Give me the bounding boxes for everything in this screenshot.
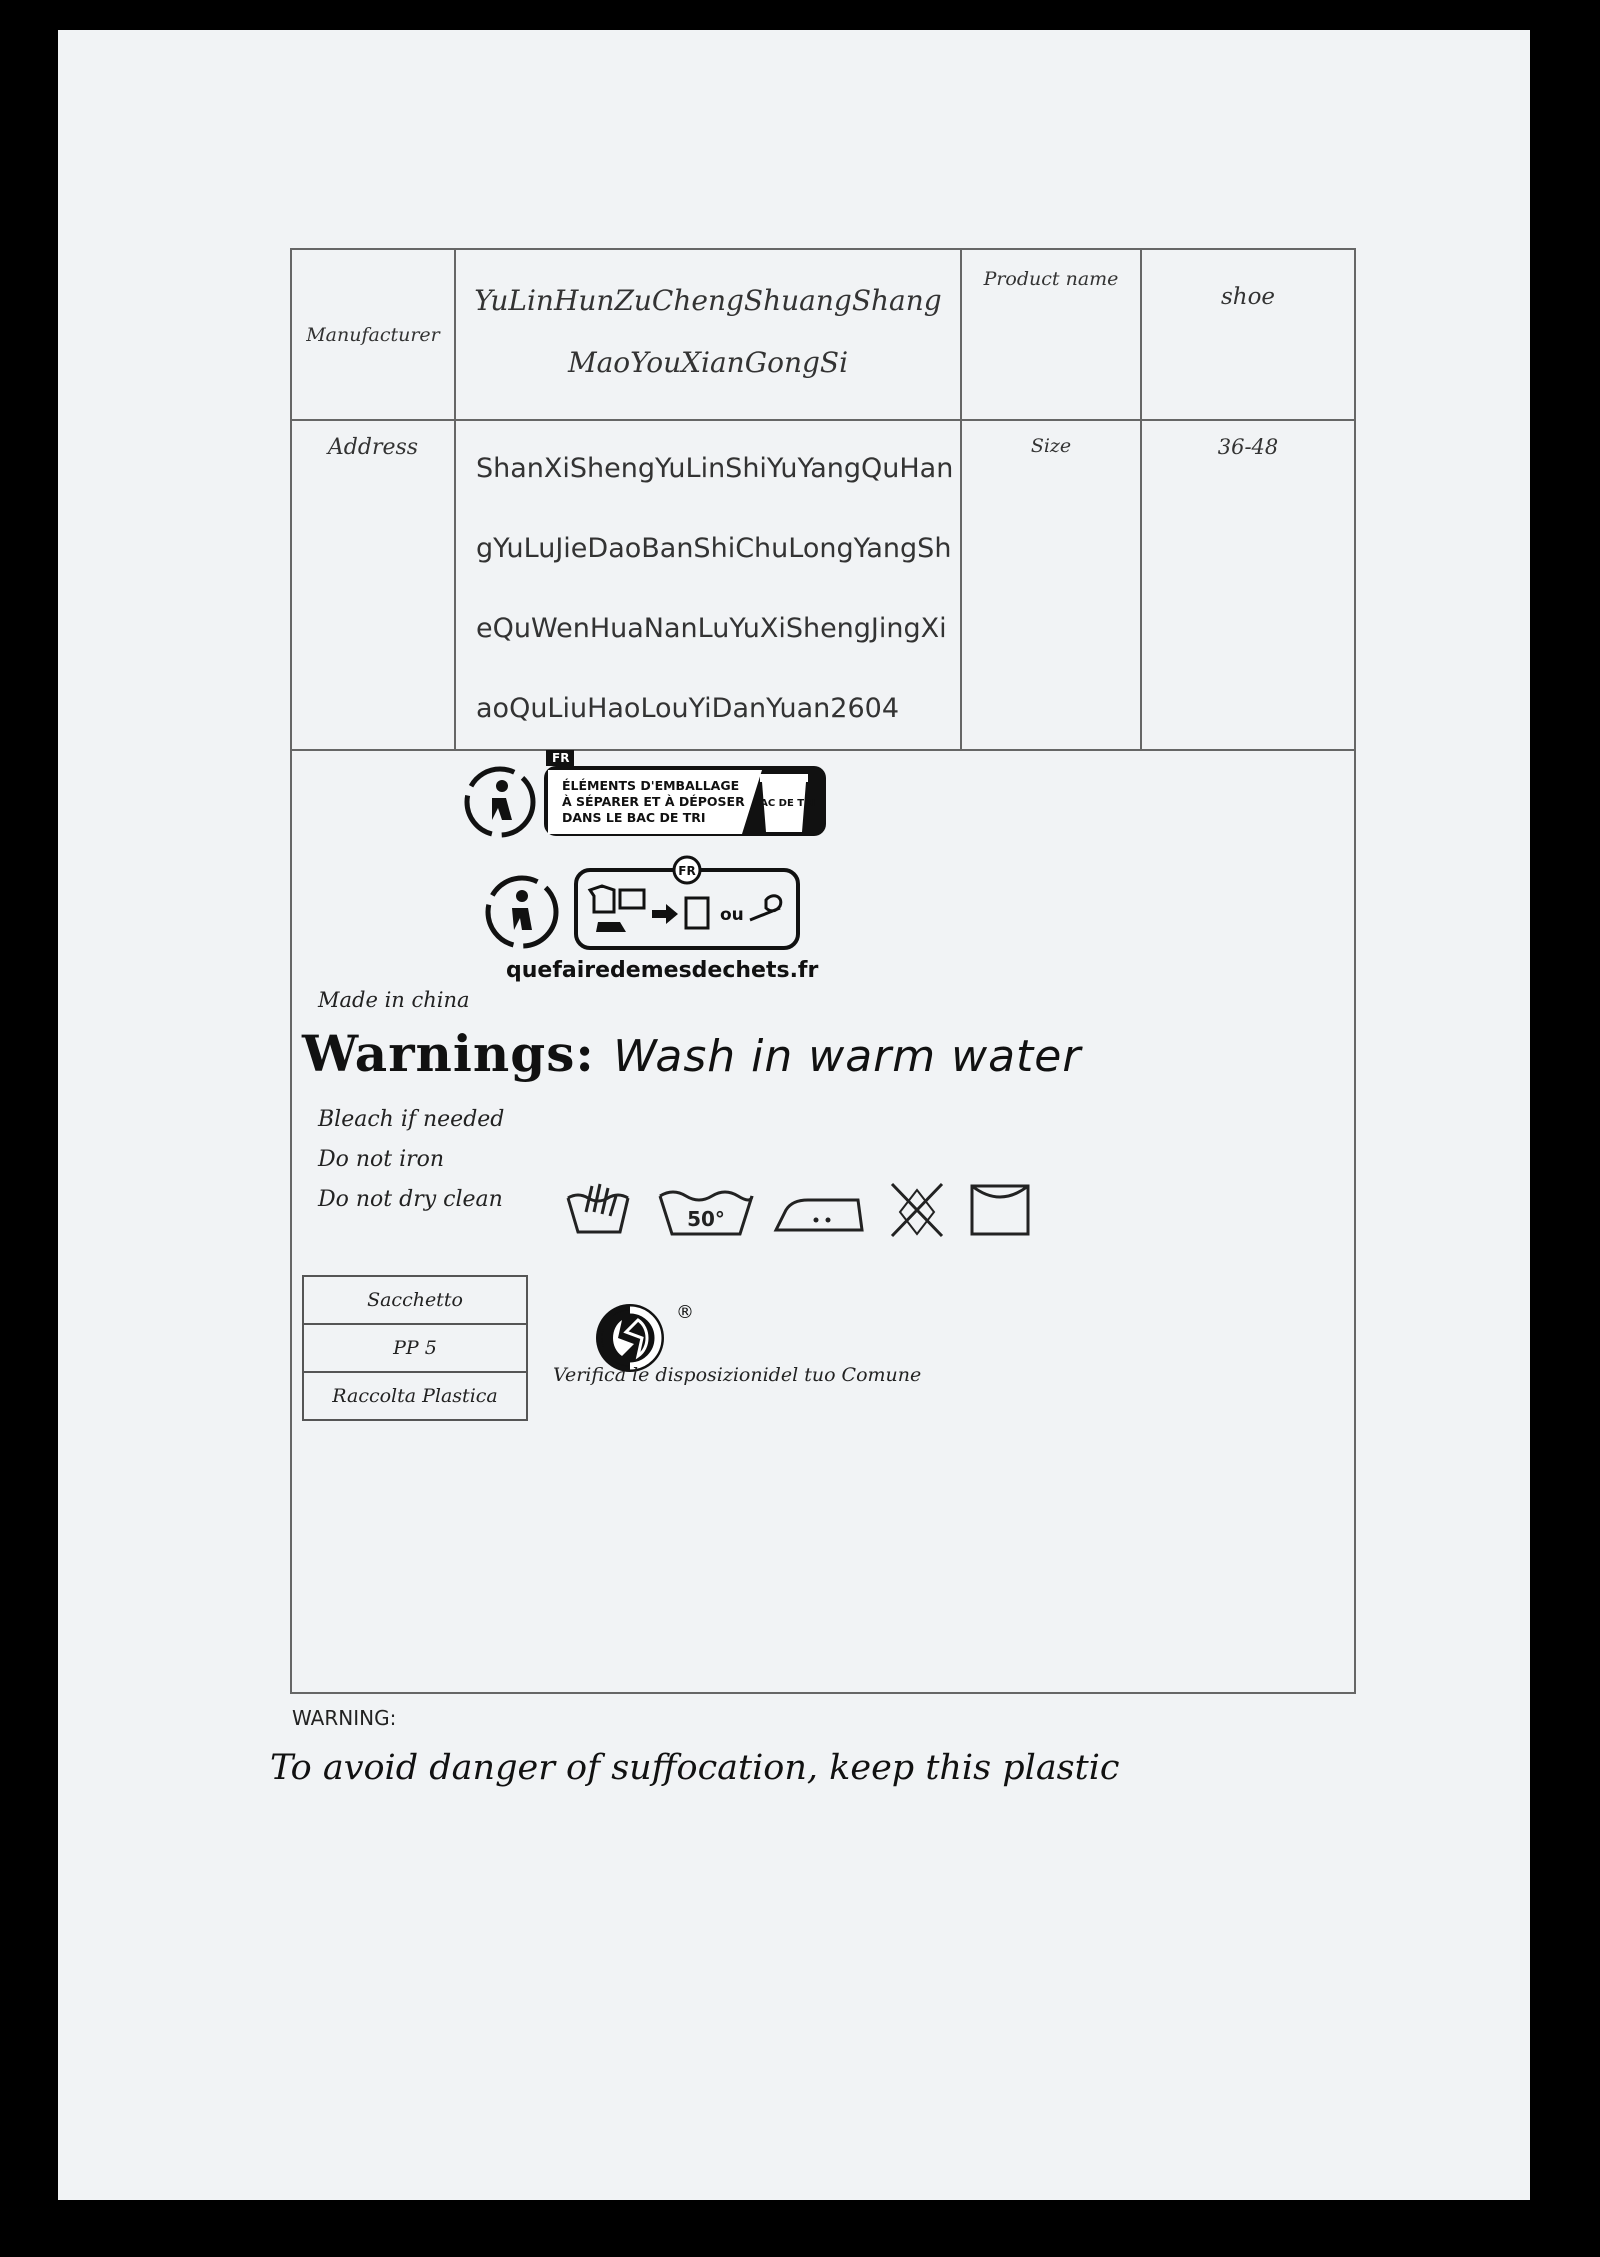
made-in-text: Made in china — [318, 988, 470, 1012]
info-table — [292, 250, 1354, 751]
wash-instruction: Wash in warm water — [613, 1031, 1082, 1082]
plastic-row-2: PP 5 — [303, 1324, 527, 1372]
product-name-value: shoe — [1141, 250, 1354, 420]
care-symbols — [562, 1172, 1042, 1242]
bleach-instruction: Bleach if needed — [318, 1107, 505, 1132]
warnings-label: Warnings: — [302, 1024, 595, 1083]
manufacturer-label: Manufacturer — [292, 250, 455, 420]
size-label: Size — [961, 420, 1141, 750]
manufacturer-value: YuLinHunZuChengShuangShangMaoYouXianGongSi — [455, 250, 961, 420]
warnings-heading — [302, 1024, 1081, 1083]
iron-icon — [776, 1200, 862, 1230]
website-text: quefairedemesdechets.fr — [506, 958, 819, 983]
packaging-text-2: À SÉPARER ET À DÉPOSER — [562, 794, 745, 809]
wash-temp-text: 50° — [687, 1207, 725, 1231]
fr-circle-text: FR — [678, 864, 696, 878]
size-value: 36-48 — [1141, 420, 1354, 750]
product-name-label: Product name — [961, 250, 1141, 420]
dry-clean-instruction: Do not dry clean — [318, 1187, 503, 1212]
fr-tag-text: FR — [552, 751, 570, 765]
triman-packaging-icon — [462, 748, 832, 858]
do-not-tumble-dry-icon — [892, 1184, 942, 1236]
address-value: ShanXiShengYuLinShiYuYangQuHangYuLuJieDaoBanShiChuLongYangSheQuWenHuaNanLuYuXiShengJingXiaoQuLiuHaoLouYiDanYuan2604 — [455, 420, 961, 750]
packaging-text-1: ÉLÉMENTS D'EMBALLAGE — [562, 778, 740, 793]
triman-textile-icon — [480, 850, 810, 960]
verify-text: Verifica le disposizionidel tuo Comune — [553, 1364, 922, 1386]
bin-text: BAC DE TRI — [752, 798, 816, 809]
packaging-text-3: DANS LE BAC DE TRI — [562, 810, 706, 825]
ou-text: ou — [720, 905, 744, 925]
suffocation-warning: To avoid danger of suffocation, keep this plastic — [270, 1748, 1120, 1788]
plastic-table — [302, 1275, 528, 1421]
dry-icon — [972, 1186, 1028, 1234]
registered-mark: ® — [676, 1302, 694, 1323]
iron-instruction: Do not iron — [318, 1147, 445, 1172]
hand-wash-icon — [568, 1184, 628, 1232]
wash-50-icon — [660, 1192, 752, 1234]
label-frame — [290, 248, 1356, 1694]
warning-label: WARNING: — [292, 1706, 397, 1730]
address-label: Address — [292, 420, 455, 750]
plastic-row-1: Sacchetto — [303, 1276, 527, 1324]
plastic-row-3: Raccolta Plastica — [303, 1372, 527, 1420]
